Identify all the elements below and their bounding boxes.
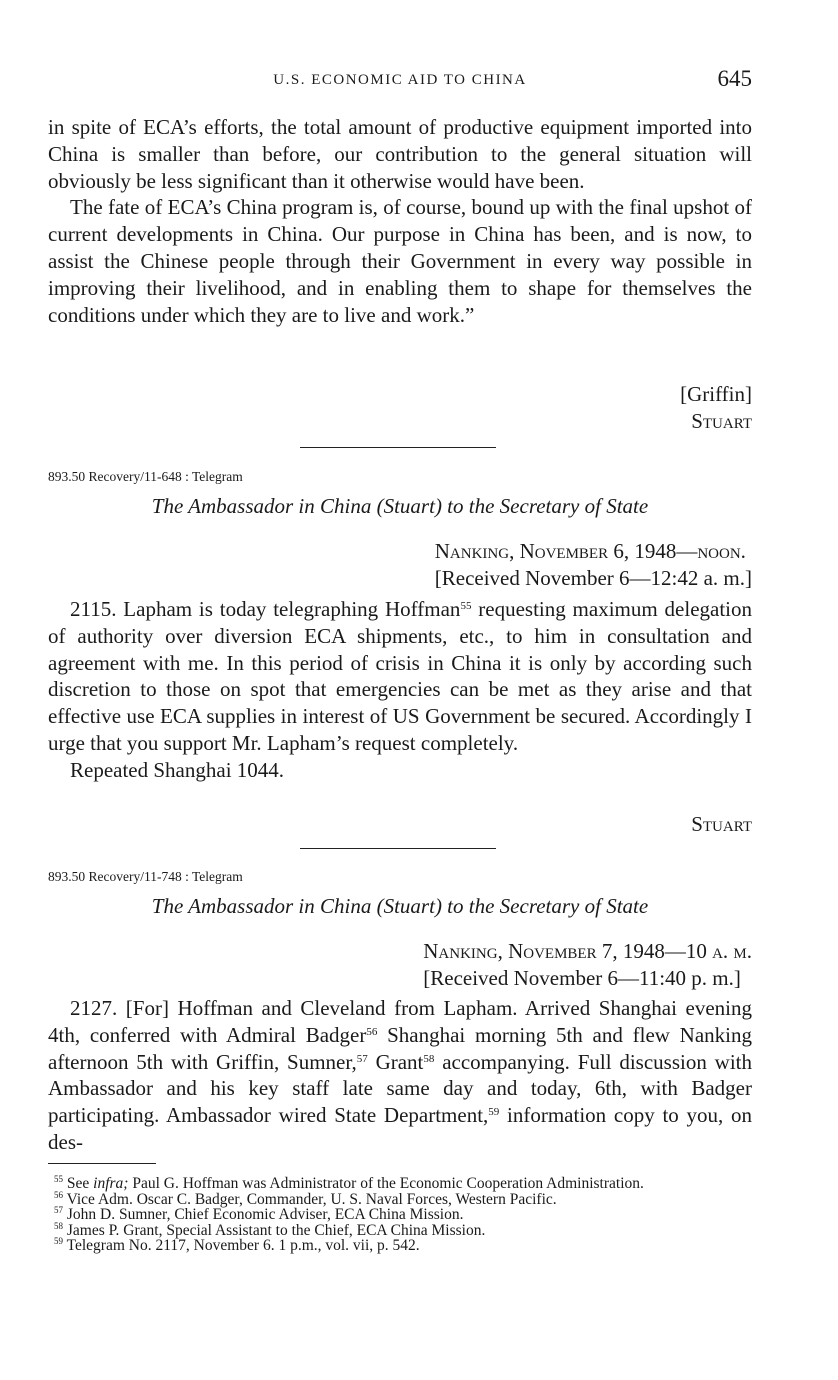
- doc1-body-start: 2115. Lapham is today telegraphing Hoffman: [70, 597, 461, 621]
- doc1-heading: The Ambassador in China (Stuart) to the Secretary of State: [151, 494, 649, 518]
- doc1-received: [Received November 6—12:42 a. m.]: [434, 565, 752, 590]
- footnote-58: [48, 1220, 752, 1239]
- doc2-seg-5: information copy to you, on des-: [48, 1103, 752, 1154]
- footnote-ref-58[interactable]: 58: [423, 1052, 435, 1065]
- footnote-56: [48, 1189, 752, 1208]
- doc1-dateline: [435, 538, 752, 592]
- doc2-received: [Received November 6—11:40 p. m.]: [423, 965, 741, 990]
- footnote-text: Paul G. Hoffman was Administrator of the Economic Cooperation Administration.: [128, 1175, 644, 1192]
- doc2-date-text: Nanking, November 7, 1948—10 a. m.: [423, 939, 752, 963]
- footnote-text: John D. Sumner, Chief Economic Adviser, ECA China Mission.: [66, 1206, 464, 1223]
- doc2-file-reference: 893.50 Recovery/11-748 : Telegram: [48, 869, 243, 884]
- footnote-text: Vice Adm. Oscar C. Badger, Commander, U. S. Naval Forces, Western Pacific.: [66, 1190, 557, 1208]
- footnote-pre: See: [66, 1175, 94, 1192]
- intro-paragraph-1: in spite of ECA’s efforts, the total amount of productive equipment imported into China is smaller than before, our contribution to the general situation will obviously be less significant than it otherwise would have been.: [48, 115, 752, 193]
- doc1-file-reference: 893.50 Recovery/11-648 : Telegram: [48, 469, 243, 484]
- doc2-dateline: [423, 938, 752, 992]
- footnote-number: 59: [54, 1236, 63, 1246]
- intro-bracket-name: [Griffin]: [680, 382, 752, 406]
- doc2-paragraph: [48, 995, 752, 1156]
- intro-signature: Stuart: [691, 409, 752, 433]
- doc1-date-text: Nanking, November 6, 1948—noon.: [434, 539, 746, 563]
- section-divider: [300, 848, 496, 849]
- footnote-number: 55: [54, 1174, 63, 1184]
- page-header: [48, 66, 752, 96]
- footnote-59: [48, 1238, 752, 1254]
- doc2-body: [48, 995, 752, 1156]
- doc1-paragraph: [48, 596, 752, 757]
- doc2-seg-1: 2127. [For] Hoffman and Cleveland from Lapham. Arrived Shanghai evening 4th, conferred with Admiral Badger: [48, 996, 752, 1047]
- doc2-date: [423, 938, 752, 965]
- doc1-signature: Stuart: [691, 812, 752, 836]
- footnote-ref-55[interactable]: 55: [460, 600, 472, 612]
- footnote-number: 56: [54, 1189, 63, 1200]
- footnote-number: 57: [54, 1205, 63, 1215]
- doc1-body-end: requesting maximum delegation of authority over diversion ECA shipments, etc., to him in consultation and agreement with me. In this period of crisis in China it is only by according such discretion to those on spot that emergencies can be met as they arise and that effective use ECA supplies in interest of US Government be secured. Accordingly I urge that you support Mr. Lapham’s request completely.: [48, 597, 752, 755]
- footnote-ref-57[interactable]: 57: [356, 1052, 368, 1065]
- intro-text: [48, 114, 752, 328]
- doc2-seg-4: accompanying. Full discussion with Ambassador and his key staff late same day and today, 6th, with Badger participating. Ambassador wired State Department,: [48, 1049, 752, 1128]
- footnotes: [48, 1176, 752, 1254]
- footnote-emphasis: infra;: [93, 1175, 129, 1192]
- doc2-heading: The Ambassador in China (Stuart) to the Secretary of State: [151, 894, 649, 918]
- doc2-seg-2: Shanghai morning 5th and flew Nanking afternoon 5th with Griffin, Sumner,: [48, 1022, 753, 1074]
- section-divider: [300, 447, 496, 448]
- running-head: U.S. ECONOMIC AID TO CHINA: [273, 72, 527, 88]
- footnote-text: James P. Grant, Special Assistant to the Chief, ECA China Mission.: [66, 1221, 486, 1239]
- footnote-text: Telegram No. 2117, November 6. 1 p.m., vol. vii, p. 542.: [66, 1237, 420, 1254]
- page-number: 645: [717, 66, 752, 91]
- doc2-seg-3: Grant: [367, 1049, 424, 1074]
- footnote-57: [48, 1207, 752, 1223]
- footnote-55: [48, 1176, 752, 1192]
- intro-paragraph-2: The fate of ECA’s China program is, of course, bound up with the final upshot of current developments in China. Our purpose in China has been, and is now, to assist the Chinese people through their Government in every way possible in improving their livelihood, and in enabling them to shape for themselves the conditions under which they are to live and work.”: [48, 195, 752, 327]
- doc1-date: [435, 538, 752, 565]
- footnote-ref-59[interactable]: 59: [488, 1106, 500, 1119]
- footnote-divider: [48, 1163, 156, 1164]
- footnote-ref-56[interactable]: 56: [366, 1025, 378, 1038]
- doc1-body: [48, 596, 752, 784]
- doc1-repeated: Repeated Shanghai 1044.: [70, 757, 285, 782]
- footnote-number: 58: [54, 1220, 63, 1231]
